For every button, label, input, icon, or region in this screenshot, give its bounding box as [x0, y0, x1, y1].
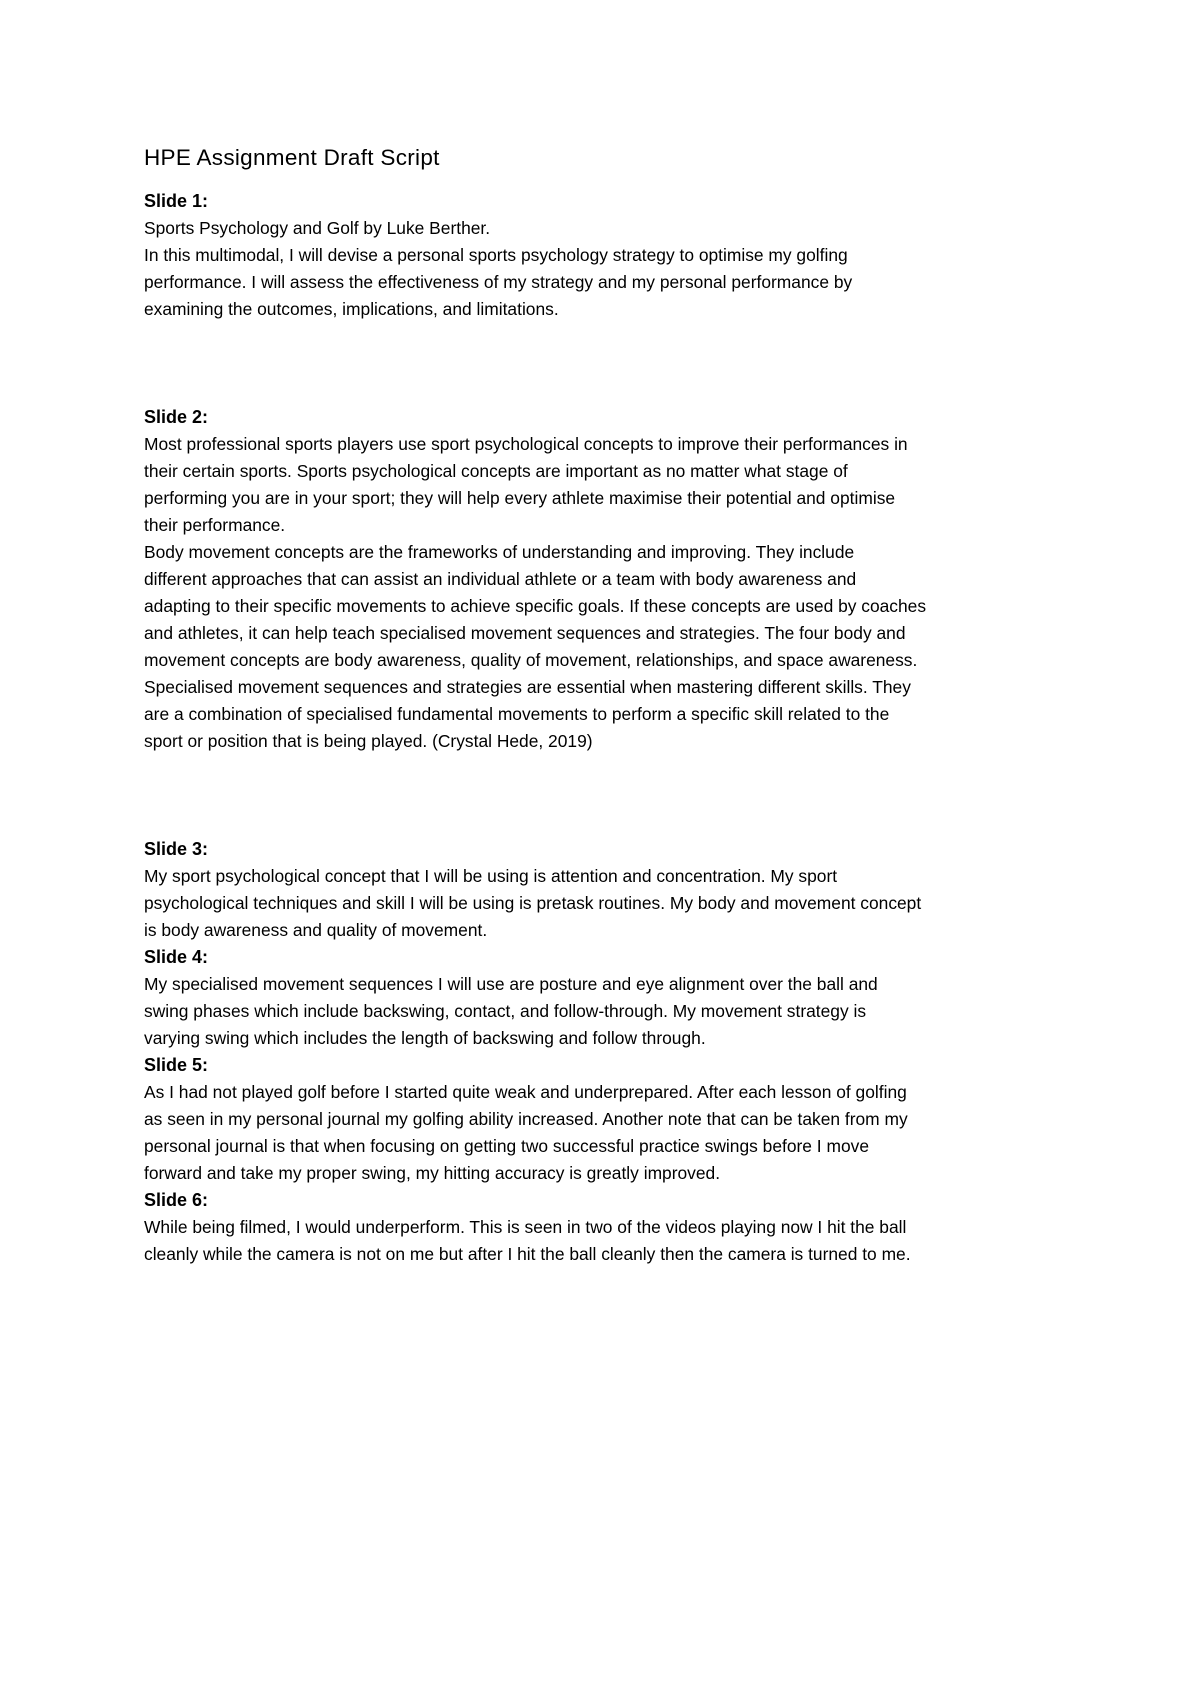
text-line: forward and take my proper swing, my hitting accuracy is greatly improved. [144, 1163, 721, 1183]
slide-6-section [144, 1187, 1084, 1268]
slide-5-heading: Slide 5: [144, 1055, 209, 1075]
document-body [144, 142, 1084, 1268]
slide-2-section [144, 404, 1084, 755]
slide-3-heading: Slide 3: [144, 839, 209, 859]
text-line: adapting to their specific movements to achieve specific goals. If these concepts are used by coaches [144, 596, 927, 616]
spacer [144, 323, 1084, 404]
text-line: sport or position that is being played. (Crystal Hede, 2019) [144, 731, 593, 751]
document-title: HPE Assignment Draft Script [144, 145, 440, 170]
text-line: My specialised movement sequences I will use are posture and eye alignment over the ball and [144, 974, 878, 994]
text-line: is body awareness and quality of movement. [144, 920, 488, 940]
text-line: personal journal is that when focusing on getting two successful practice swings before I move [144, 1136, 869, 1156]
slide-2-text [144, 431, 1084, 755]
text-line: psychological techniques and skill I will be using is pretask routines. My body and movement concept [144, 893, 922, 913]
slide-4-heading: Slide 4: [144, 947, 209, 967]
slide-3-text [144, 863, 1084, 944]
text-line: and athletes, it can help teach specialised movement sequences and strategies. The four body and [144, 623, 906, 643]
slide-3-section [144, 836, 1084, 944]
text-line: Sports Psychology and Golf by Luke Berther. [144, 218, 491, 238]
slide-5-text [144, 1079, 1084, 1187]
text-line: cleanly while the camera is not on me but after I hit the ball cleanly then the camera is turned to me. [144, 1244, 911, 1264]
text-line: In this multimodal, I will devise a personal sports psychology strategy to optimise my golfing [144, 245, 848, 265]
text-line: swing phases which include backswing, contact, and follow-through. My movement strategy is [144, 1001, 867, 1021]
text-line: their certain sports. Sports psychological concepts are important as no matter what stage of [144, 461, 848, 481]
text-line: performance. I will assess the effectiveness of my strategy and my personal performance by [144, 272, 853, 292]
text-line: varying swing which includes the length of backswing and follow through. [144, 1028, 706, 1048]
text-line: different approaches that can assist an individual athlete or a team with body awareness and [144, 569, 857, 589]
text-line: are a combination of specialised fundamental movements to perform a specific skill related to the [144, 704, 890, 724]
text-line: their performance. [144, 515, 286, 535]
text-line: Specialised movement sequences and strategies are essential when mastering different skills. They [144, 677, 911, 697]
text-line: movement concepts are body awareness, quality of movement, relationships, and space awareness. [144, 650, 918, 670]
text-line: Most professional sports players use sport psychological concepts to improve their performances in [144, 434, 908, 454]
slide-2-heading: Slide 2: [144, 407, 209, 427]
text-line: While being filmed, I would underperform. This is seen in two of the videos playing now I hit the ball [144, 1217, 907, 1237]
text-line: examining the outcomes, implications, and limitations. [144, 299, 559, 319]
slide-6-heading: Slide 6: [144, 1190, 209, 1210]
text-line: performing you are in your sport; they will help every athlete maximise their potential and optimise [144, 488, 896, 508]
text-line: Body movement concepts are the frameworks of understanding and improving. They include [144, 542, 855, 562]
text-line: As I had not played golf before I started quite weak and underprepared. After each lesson of golfing [144, 1082, 907, 1102]
slide-6-text [144, 1214, 1084, 1268]
slide-5-section [144, 1052, 1084, 1187]
text-line: My sport psychological concept that I will be using is attention and concentration. My sport [144, 866, 838, 886]
slide-1-heading: Slide 1: [144, 191, 209, 211]
slide-4-section [144, 944, 1084, 1052]
slide-1-section [144, 188, 1084, 323]
text-line: as seen in my personal journal my golfing ability increased. Another note that can be taken from my [144, 1109, 908, 1129]
spacer [144, 755, 1084, 836]
slide-1-text [144, 215, 1084, 323]
slide-4-text [144, 971, 1084, 1052]
